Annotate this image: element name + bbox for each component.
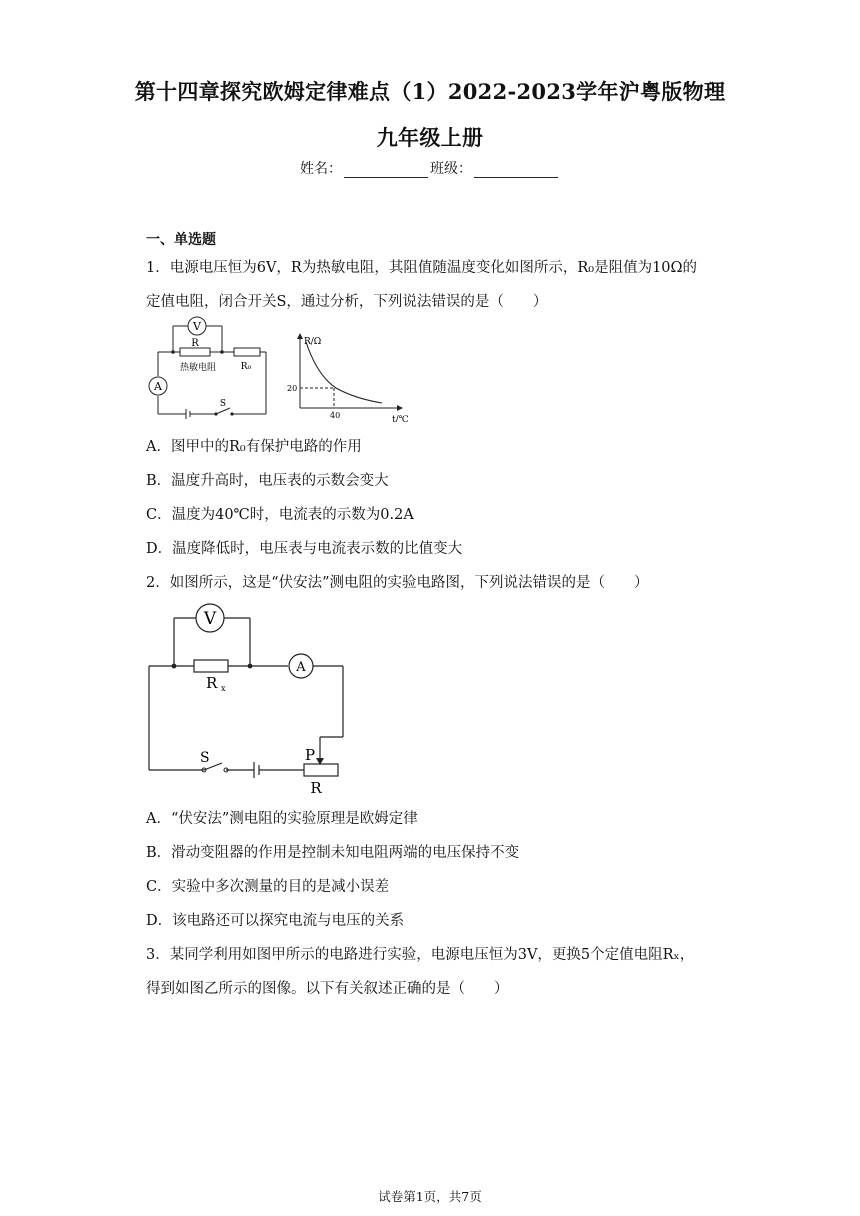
class-blank[interactable] (474, 163, 558, 178)
q1-graph-x-label: t/℃ (392, 415, 409, 422)
q3-text-line-1: 3．某同学利用如图甲所示的电路进行实验，电源电压恒为3V，更换5个定值电阻Rₓ， (146, 947, 695, 963)
q1-option-b[interactable]: B．温度升高时，电压表的示数会变大 (146, 473, 389, 489)
q2-rx-label: R (206, 674, 218, 692)
q1-option-a[interactable]: A．图甲中的R₀有保护电路的作用 (146, 439, 362, 455)
q2-slider-label: P (305, 746, 316, 764)
page-footer: 试卷第1页，共7页 (378, 1189, 482, 1204)
q1-graph-y-tick: 20 (287, 384, 298, 393)
name-label: 姓名： (300, 161, 342, 177)
q2-option-d[interactable]: D．该电路还可以探究电流与电压的关系 (146, 913, 405, 929)
section-heading: 一、单选题 (146, 232, 216, 248)
q1-switch-label: S (219, 399, 227, 409)
q1-graph-x-tick: 40 (330, 411, 341, 420)
q2-option-b[interactable]: B．滑动变阻器的作用是控制未知电阻两端的电压保持不变 (146, 845, 520, 861)
q3-text-line-2: 得到如图乙所示的图像。以下有关叙述正确的是（ ） (146, 981, 509, 997)
name-blank[interactable] (344, 163, 428, 178)
student-info-line (0, 158, 860, 178)
q2-text-line-1: 2．如图所示，这是“伏安法”测电阻的实验电路图，下列说法错误的是（ ） (146, 575, 649, 591)
q1-r0-label: R₀ (240, 362, 252, 372)
q1-text-line-1: 1．电源电压恒为6V，R为热敏电阻，其阻值随温度变化如图所示，R₀是阻值为10Ω的 (146, 260, 698, 276)
q1-ammeter-label: A (154, 380, 162, 393)
title-line-1: 第十四章探究欧姆定律难点（1）2022-2023学年沪粤版物理 (134, 79, 726, 104)
q1-voltmeter-label: V (193, 320, 201, 333)
q2-ammeter-label: A (296, 660, 306, 675)
q1-option-d[interactable]: D．温度降低时，电压表与电流表示数的比值变大 (146, 541, 463, 557)
q1-thermistor-label: 热敏电阻 (179, 363, 217, 373)
q2-rx-subscript: x (221, 684, 226, 693)
q2-voltmeter-label: V (203, 609, 217, 629)
q1-option-c[interactable]: C．温度为40℃时，电流表的示数为0.2A (146, 507, 414, 523)
q1-text-line-2: 定值电阻，闭合开关S，通过分析，下列说法错误的是（ ） (146, 294, 548, 310)
q1-resistance-temperature-graph (282, 330, 412, 422)
q1-circuit-diagram (146, 314, 272, 422)
class-label: 班级： (430, 161, 472, 177)
q2-option-c[interactable]: C．实验中多次测量的目的是减小误差 (146, 879, 390, 895)
q2-circuit-diagram (146, 600, 352, 796)
title-line-2: 九年级上册 (376, 125, 484, 150)
q2-switch-label: S (200, 750, 210, 766)
q1-graph-y-label: R/Ω (304, 337, 322, 347)
q2-rheostat-label: R (310, 779, 322, 796)
q2-option-a[interactable]: A．“伏安法”测电阻的实验原理是欧姆定律 (146, 811, 418, 827)
q1-r-label: R (191, 338, 199, 349)
